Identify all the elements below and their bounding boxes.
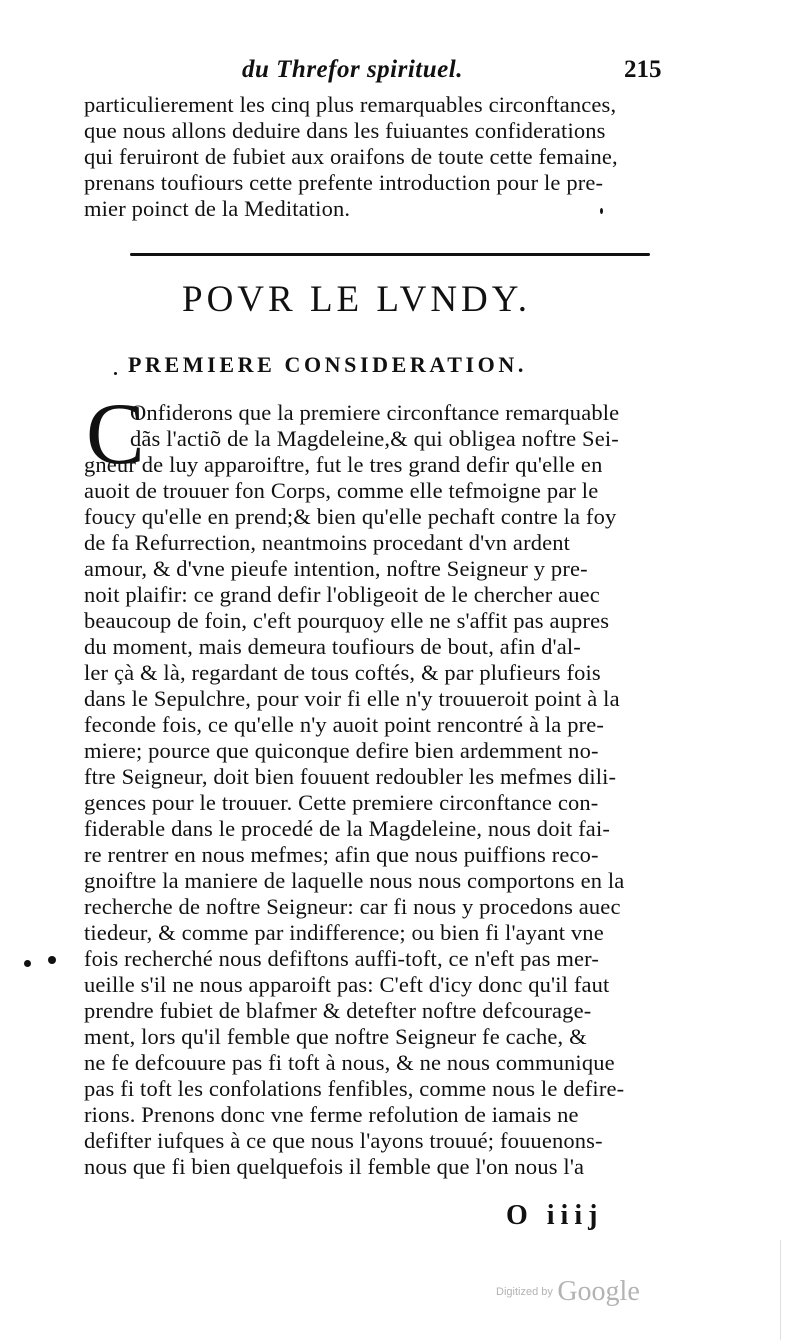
body-line: prendre fubiet de blafmer & detefter noftre defcourage- bbox=[84, 998, 592, 1023]
section-title: PREMIERE CONSIDERATION. bbox=[128, 352, 527, 377]
body-line: pas fi toft les confolations fenfibles, comme nous le defire- bbox=[84, 1076, 625, 1101]
body-line: ne fe defcouure pas fi toft à nous, & ne nous communique bbox=[84, 1050, 615, 1075]
intro-line: particulierement les cinq plus remarquables circonftances, bbox=[84, 92, 617, 117]
body-line: nous que fi bien quelquefois il femble que l'on nous l'a bbox=[84, 1154, 585, 1179]
section-divider-rule bbox=[130, 253, 650, 256]
watermark-brand: Google bbox=[557, 1276, 640, 1307]
page-edge-line bbox=[780, 1240, 781, 1340]
ink-speck bbox=[24, 960, 31, 967]
body-line: recherche de noftre Seigneur: car fi nous y procedons auec bbox=[84, 894, 621, 919]
watermark-prefix: Digitized by bbox=[496, 1286, 553, 1298]
body-line: miere; pource que quiconque defire bien ardemment no- bbox=[84, 738, 599, 763]
body-line: ler çà & là, regardant de tous coftés, & par plufieurs fois bbox=[84, 660, 601, 685]
body-line: rions. Prenons donc vne ferme refolution de iamais ne bbox=[84, 1102, 579, 1127]
body-line: ueille s'il ne nous apparoift pas: C'eft d'icy donc qu'il faut bbox=[84, 972, 610, 997]
body-line: ftre Seigneur, doit bien fouuent redoubler les mefmes dili- bbox=[84, 764, 617, 789]
intro-line: qui feruiront de fubiet aux oraifons de toute cette femaine, bbox=[84, 144, 618, 169]
digitized-watermark bbox=[496, 1276, 640, 1308]
ink-speck bbox=[600, 208, 603, 214]
body-line: ment, lors qu'il femble que noftre Seigneur fe cache, & bbox=[84, 1024, 587, 1049]
intro-line: mier poinct de la Meditation. bbox=[84, 196, 351, 221]
chapter-title: POVR LE LVNDY. bbox=[182, 279, 531, 320]
intro-line: que nous allons deduire dans les fuiuantes confiderations bbox=[84, 118, 606, 143]
signature-catchwords: O iiij bbox=[506, 1200, 604, 1231]
body-line: dãs l'actiõ de la Magdeleine,& qui obligea noftre Sei- bbox=[130, 426, 619, 451]
body-line: fois recherché nous defiftons auffi-toft, ce n'eft pas mer- bbox=[84, 946, 599, 971]
running-head-title: du Threfor spirituel. bbox=[242, 56, 463, 83]
ink-speck bbox=[48, 956, 56, 964]
body-line: Onfiderons que la premiere circonftance remarquable bbox=[130, 400, 620, 425]
drop-cap: C bbox=[86, 386, 145, 483]
body-line: beaucoup de foin, c'eft pourquoy elle ne s'affit pas aupres bbox=[84, 608, 610, 633]
body-line: amour, & d'vne pieufe intention, noftre Seigneur y pre- bbox=[84, 556, 588, 581]
body-line: re rentrer en nous mefmes; afin que nous puiffions reco- bbox=[84, 842, 599, 867]
body-line: noit plaifir: ce grand defir l'obligeoit de le chercher auec bbox=[84, 582, 600, 607]
body-line: tiedeur, & comme par indifference; ou bien fi l'ayant vne bbox=[84, 920, 604, 945]
page-number: 215 bbox=[624, 56, 662, 83]
body-line: gences pour le trouuer. Cette premiere circonftance con- bbox=[84, 790, 599, 815]
body-line: feconde fois, ce qu'elle n'y auoit point rencontré à la pre- bbox=[84, 712, 605, 737]
body-line: du moment, mais demeura toufiours de bout, afin d'al- bbox=[84, 634, 581, 659]
body-line: defifter iufques à ce que nous l'ayons trouué; fouuenons- bbox=[84, 1128, 603, 1153]
body-line: gneur de luy apparoiftre, fut le tres grand defir qu'elle en bbox=[84, 452, 603, 477]
body-line: auoit de trouuer fon Corps, comme elle tefmoigne par le bbox=[84, 478, 599, 503]
body-line: de fa Refurrection, neantmoins procedant d'vn ardent bbox=[84, 530, 571, 555]
body-line: gnoiftre la maniere de laquelle nous nous comportons en la bbox=[84, 868, 625, 893]
body-line: foucy qu'elle en prend;& bien qu'elle pechaft contre la foy bbox=[84, 504, 617, 529]
body-line: fiderable dans le procedé de la Magdeleine, nous doit fai- bbox=[84, 816, 610, 841]
body-line: dans le Sepulchre, pour voir fi elle n'y trouueroit point à la bbox=[84, 686, 620, 711]
ink-speck bbox=[114, 372, 117, 375]
intro-line: prenans toufiours cette prefente introduction pour le pre- bbox=[84, 170, 604, 195]
